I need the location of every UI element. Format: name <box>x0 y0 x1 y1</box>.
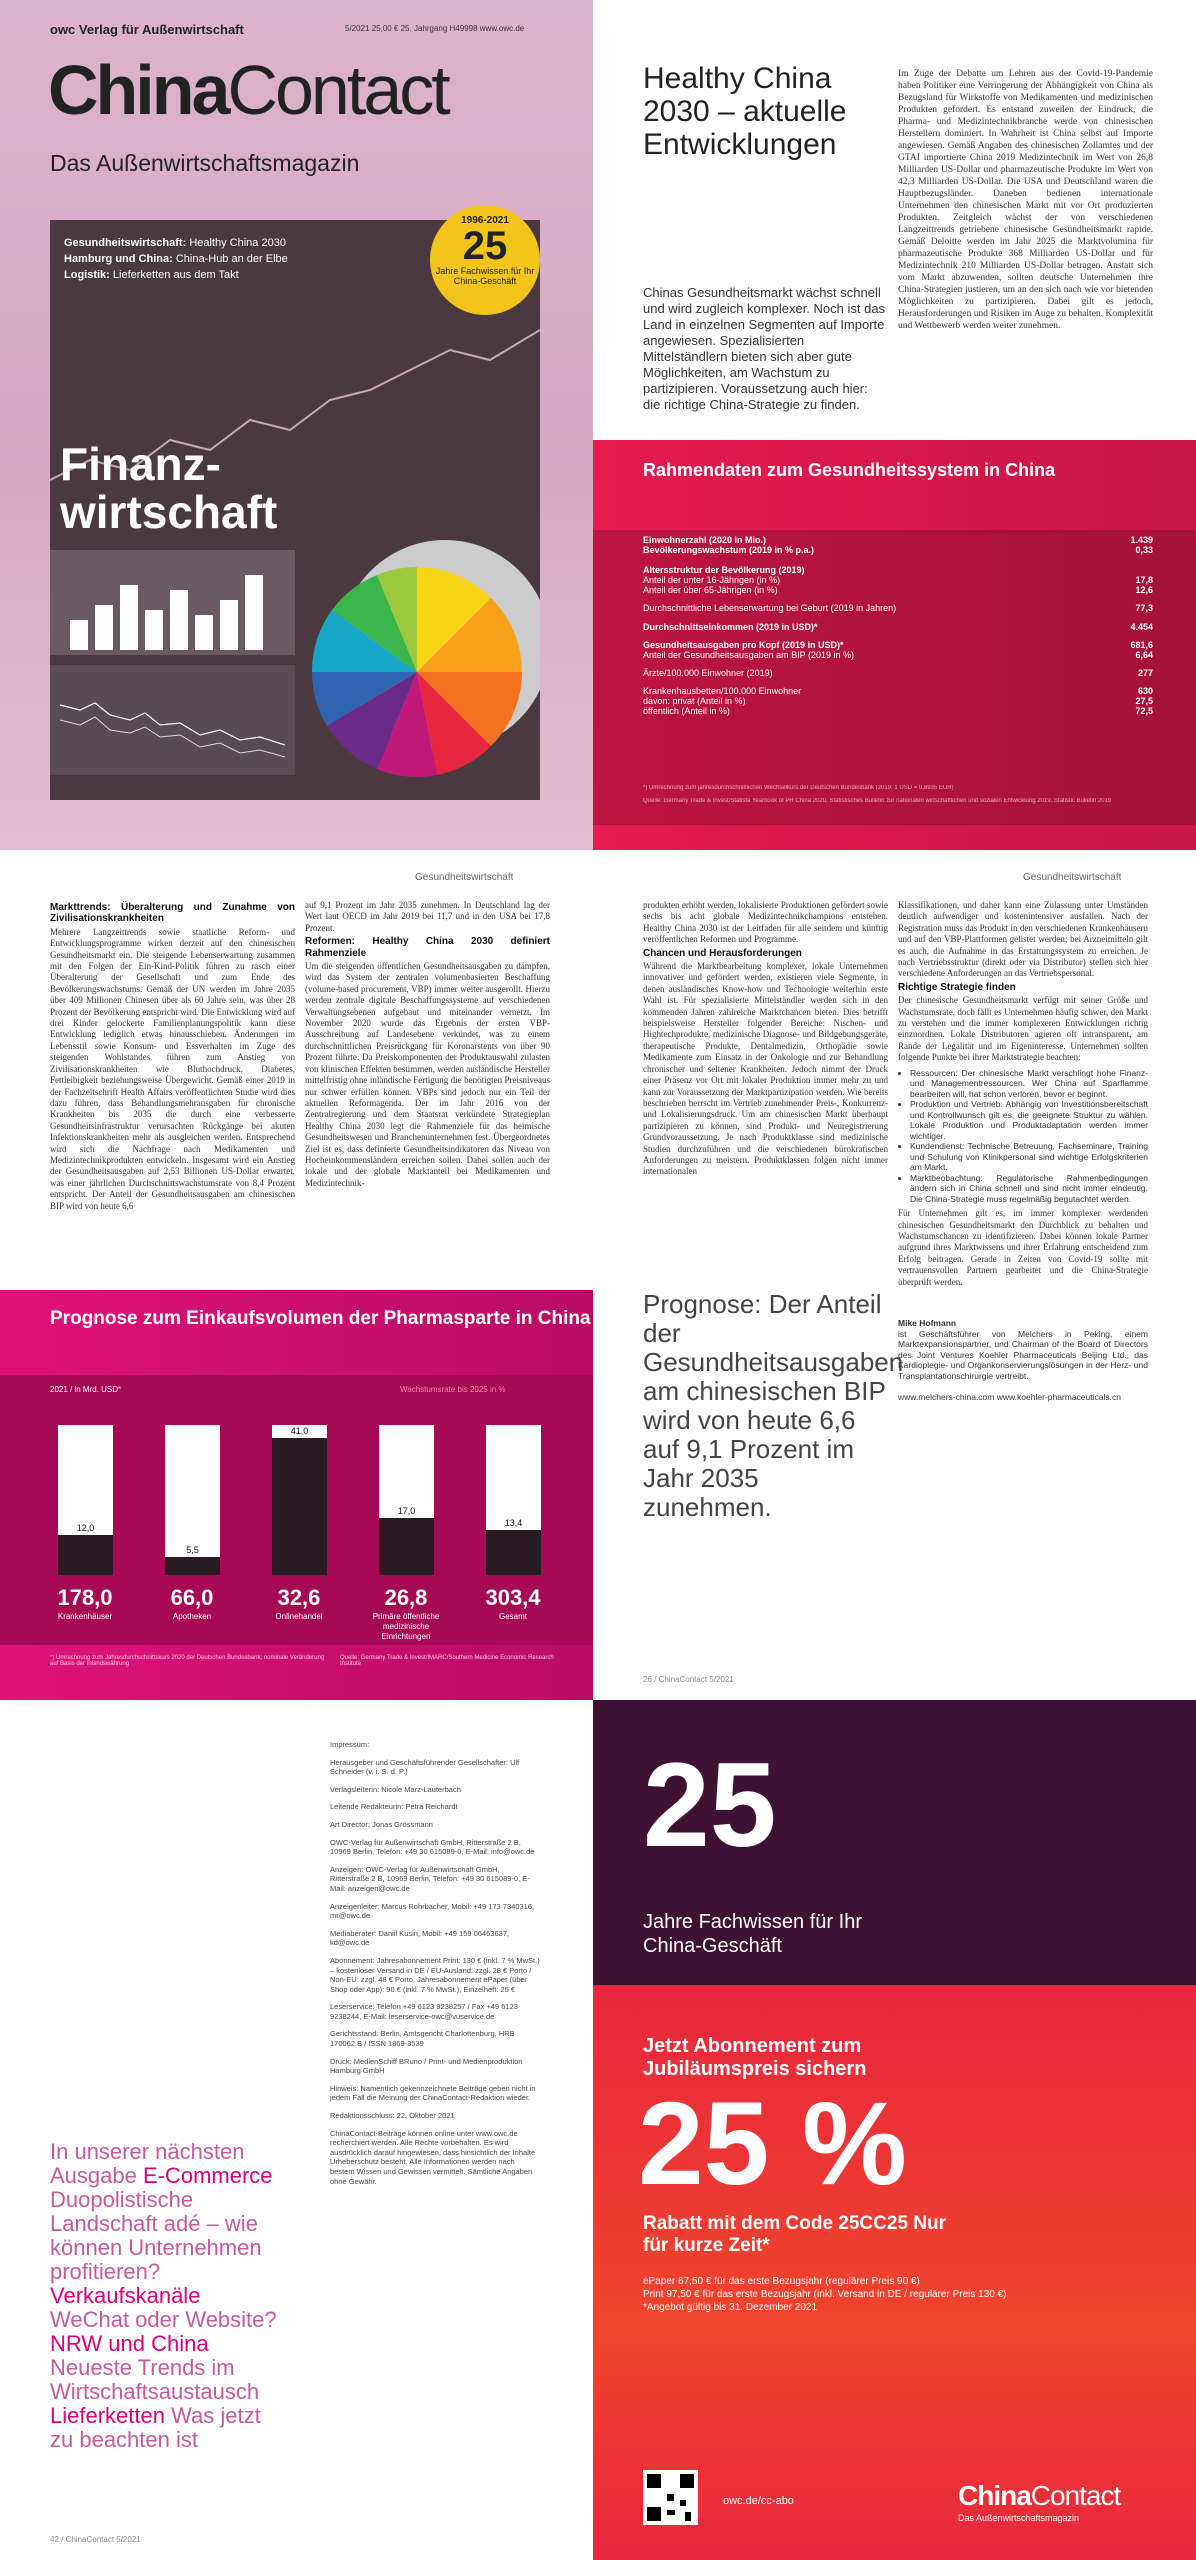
imprint-paragraph: Herausgeber und Geschäftsführender Gesellschafter: Ulf Schneider (v. i. S. d. P.) <box>330 1757 520 1777</box>
chart-note: *) Umrechnung zum Jahresdurchschnittskurs 2020 der Deutschen Bundesbank; nominale Veränderung auf Basis der Inlandswährung <box>50 1655 325 1667</box>
table-row: Anteil der über 65-Jährigen (in %) 12,6 <box>643 585 1153 595</box>
health-data-box <box>593 440 1196 850</box>
chart-total-label: 66,0 <box>170 1585 214 1610</box>
table-row: Anteil der Gesundheitsausgaben am BIP (2019 in %) 6,64 <box>643 650 1153 660</box>
author-box: Mike Hofmann ist Geschäftsführer von Melchers in Peking, einem Marktexpansionspartner, und Chairman of the Board of Directors des Joint Ventures Koehler Pharmaceuticals Beijing Ltd., das Kardioplegie- und Organkonservierungslösungen in der Herz- und Transplantationschirurgie vertreibt. www.melchers-china.com www.koehler-pharmaceuticals.cn <box>898 1318 1148 1402</box>
teaser-segment: E-Commerce <box>142 2163 273 2188</box>
bar-graphic <box>50 550 295 655</box>
chart-bar <box>58 1425 113 1575</box>
strategy-list <box>910 1068 1148 1205</box>
magazine-subtitle: Das Außenwirtschaftsmagazin <box>50 150 360 176</box>
chart-category-label: Onlinehandel <box>275 1612 323 1621</box>
teaser-segment: Verkaufskanäle <box>50 2283 201 2308</box>
article-title: Healthy China 2030 – aktuelle Entwicklungen <box>643 62 847 161</box>
author-links[interactable]: www.melchers-china.com www.koehler-pharmaceuticals.cn <box>898 1391 1121 1402</box>
anniversary-badge: 1996-2021 25 Jahre Fachwissen für Ihr China-Geschäft <box>430 205 540 315</box>
article-lead: Chinas Gesundheitsmarkt wächst schnell und wird zugleich komplexer. Noch ist das Land in einzelnen Segmenten auf Importe angewiesen. Spezialisierten Mittelständlern bieten sich aber gute Möglichkeiten, am Wachstum zu partizipieren. Voraussetzung auch hier: die richtige China-Strategie zu finden. <box>643 285 886 412</box>
subscription-ad <box>593 1700 1196 2560</box>
imprint-paragraph: Art Director: Jonas Grossmann <box>330 1819 433 1829</box>
chart-category-label: Apotheken <box>172 1612 212 1621</box>
imprint-paragraph: Leitende Redakteurin: Petra Reichardt <box>330 1802 458 1812</box>
chart-title: Prognose zum Einkaufsvolumen der Pharmasparte in China <box>50 1308 591 1329</box>
chart-bar-label: 13,4 <box>504 1518 523 1529</box>
teaser-segment: Neueste Trends im Wirtschaftsaustausch <box>50 2355 260 2404</box>
chart-category-label: Gesamt <box>498 1612 527 1621</box>
chart-category-label: Krankenhäuser <box>57 1612 113 1621</box>
issue-meta: 5/2021 25,00 € 25. Jahrgang H49998 www.owc.de <box>345 24 525 33</box>
ad-big-number: 25 <box>643 1738 777 1872</box>
chart-bar-fill <box>272 1438 327 1575</box>
article-page-3 <box>593 850 1196 1700</box>
table-row: Krankenhausbetten/100.000 Einwohner 630 <box>643 686 1153 696</box>
pull-quote: Prognose: Der Anteil der Gesundheitsausgaben am chinesischen BIP wird von heute 6,6 auf 9,1 Prozent im Jahr 2035 zunehmen. <box>643 1289 904 1522</box>
table-row: Gesundheitsausgaben pro Kopf (2019 in USD)* 681,6 <box>643 640 1153 650</box>
imprint-paragraph: Anzeigen: OWC-Verlag für Außenwirtschaft GmbH, Ritterstraße 2 B, 10969 Berlin, Telefon: +49 30 615089-0, E-Mail: anzeigen@owc.de <box>330 1864 530 1893</box>
imprint-paragraph: Gerichtsstand: Berlin, Amtsgericht Charlottenburg, HRB 170062 B / ISSN 1869-3539 <box>330 2029 515 2049</box>
qr-code-icon[interactable] <box>643 2470 698 2525</box>
column-1: Markttrends: Überalterung und Zunahme von Zivilisationskrankheiten Mehrere Langzeittrends sowie staatliche Reform- und Entwicklungsprogramme wirken derzeit auf den chinesischen Gesundheitsmarkt ein. Die steigende Lebenserwartung zusammen mit den Folgen der Ein-Kind-Politik führen zu rasch einer Überalterung der Gesellschaft und zum Ende des Bevölkerungswachstums. Gemäß der UN werden im Jahre 2035 über 409 Millionen Chinesen über als 60 Jahre sein, was über 28 Prozent der Bevölkerung entspricht wird. Die Entwicklung wird auf drei Kinder gelockerte Familienplanungspolitik kann diese Entwicklung lediglich etwas hinausschieben. Änderungen im Lebensstil sowie Konsum- und Essverhalten im Zuge des steigenden Wohlstandes führen zum Anstieg von Zivilisationskrankheiten wie Bluthochdruck, Diabetes, Fettleibigkeit beziehungsweise Übergewicht. Gemäß einer 2019 in der Fachzeitschrift Health Affairs veröffentlichten Studie wird dies dazu führen, dass Behandlungsmehrausgaben für chronische Krankheiten bis 2035 die durch eine verbesserte Gesundheitsinfrastruktur verursachten Rückgänge bei akuten Infektionskrankheiten mehr als ausgleichen werden. Entsprechend wird sich die Nachfrage nach Medikamenten und Medizintechnikprodukten entwickeln. Insgesamt wird ein Anstieg der Gesundheitsausgaben auf 2,53 Billionen US-Dollar erwartet, was einer jährlichen Durchschnittswachstumsrate von 8,4 Prozent entspricht. Der Anteil der Gesundheitsausgaben am chinesischen BIP wird von heute 6,6 <box>50 902 295 1211</box>
chart-total-label: 303,4 <box>485 1585 541 1610</box>
table-row: Anteil der unter 16-Jährigen (in %) 17,8 <box>643 575 1153 585</box>
table-row: Ärzte/100.000 Einwohner (2019) 277 <box>643 668 1153 678</box>
running-head: Gesundheitswirtschaft <box>415 872 514 883</box>
table-row: Durchschnittseinkommen (2019 in USD)* 4.454 <box>643 622 1153 632</box>
chart-bar-label: 5,5 <box>186 1544 199 1555</box>
article-page-1 <box>593 0 1196 850</box>
column-4: Klassifikationen, und daher kann eine Zulassung unter Umständen deutlich aufwendiger und kostenintensiver ausfallen. Nach der Registration muss das Produkt in den verschiedenen Krankenhäusern und auf den VBP-Plattformen gelistet werden; bei Arzneimitteln gilt es auch, die Aufnahme in das Erstattungssystem zu erreichen. Je nach Vertriebsstruktur (direkt oder via Distributor) stellen sich hier verschiedene Anforderungen an das Vertriebspersonal. Richtige Strategie finden Der chinesische Gesundheitsmarkt verfügt mit seiner Größe und Wachstumsrate, doch fällt es Unternehmen häufig schwer, den Markt zu verstehen und die immer komplexeren Entwicklungen richtig einzuordnen. Lokale Distributoren agieren oft intransparent, am Rande der Legalität und im Eigeninteresse. Unternehmen sollten folgende Punkte bei ihrer Marktstrategie beachten: • Ressourcen: Der chinesische Markt verschlingt hohe Finanz- und Managementressourcen. Wer China auf Sparflamme bearbeiten will, hat schon verloren, bevor er beginnt. • Produktion und Vertrieb: Abhängig von Investitionsbereitschaft und Kontrollwunsch gilt es, die geeignete Struktur zu wählen. Lokale Produktion und Produktadaptation werden immer wichtiger. • Kundendienst: Technische Betreuung, Fachseminare, Training und Schulung von Klinikpersonal sind wichtige Erfolgskriterien am Markt. • Marktbeobachtung: Regulatorische Rahmenbedingungen ändern sich in China schnell und sind nicht immer eindeutig. Die China-Strategie muss regelmäßig begutachtet werden. Für Unternehmen gilt es, im immer komplexer werdenden chinesischen Gesundheitsmarkt den Durchblick zu behalten und Wachstumschancen zu identifizieren. Dabei können lokale Partner aufgrund ihres Marktwissens und ihrer Erfahrung entscheidend zum Erfolg beitragen. Gerade in Zeiten von Covid-19 sollte mit vertrauensvollen Partnern gearbeitet und die China-Strategie überprüft werden. Mike Hofmann ist Geschäftsführer von Melchers in Peking, einem Marktexpansionspartner, und Chairman of the Board of Directors des Joint Ventures Koehler Pharmaceuticals Beijing Ltd., das Kardioplegie- und Organkonservierungslösungen in der Herz- und Transplantationschirurgie vertreibt. www.melchers-china.com www.koehler-pharmaceuticals.cn <box>898 900 1148 1402</box>
pie-graphic <box>300 555 535 790</box>
imprint-paragraph: Abonnement: Jahresabonnement Print: 130 € (inkl. 7 % MwSt.) – kostenloser Versand in DE / EU-Ausland: zzgl. 28 € Porto / Non-EU: zzgl. 48 € Porto, Jahresabonnement ePaper (über Shop oder App): 90 € (inkl. 7 % MwSt.), Einzelheft: 25 € <box>330 1955 540 1994</box>
table-row: Bevölkerungswachstum (2019 in % p.a.) 0,33 <box>643 545 1153 555</box>
chart-bar <box>165 1425 220 1575</box>
teaser-segment: In unserer nächsten Ausgabe <box>50 2139 245 2188</box>
stock-graphic <box>50 665 295 775</box>
list-item: • Marktbeobachtung: Regulatorische Rahmenbedingungen ändern sich in China schnell und sind nicht immer eindeutig. Die China-Strategie muss regelmäßig begutachtet werden. <box>910 1173 1148 1205</box>
list-item: • Kundendienst: Technische Betreuung, Fachseminare, Training und Schulung von Klinikpersonal sind wichtige Erfolgskriterien am Markt. <box>910 1141 1148 1173</box>
imprint-paragraph: Impressum: <box>330 1740 370 1749</box>
ad-prices: ePaper 67,50 € für das erste Bezugsjahr (regulärer Preis 90 €) Print 97,50 € für das erste Bezugsjahr (inkl. Versand in DE / regulärer Preis 130 €) *Angebot gültig bis 31. Dezember 2021 <box>643 2276 1007 2313</box>
chart-bar <box>486 1425 541 1575</box>
chart-bar <box>379 1425 434 1575</box>
article-page-2 <box>0 850 593 1700</box>
chart-bar-label: 12,0 <box>76 1523 95 1533</box>
chart-bar-label: 17,0 <box>397 1506 416 1517</box>
imprint <box>330 1740 540 2194</box>
page-footer-left: 42 / ChinaContact 5/2021 <box>50 2535 141 2544</box>
ad-years-text: Jahre Fachwissen für Ihr China-Geschäft <box>643 1911 862 1957</box>
table-row: Einwohnerzahl (2020 in Mio.) 1.439 <box>643 535 1153 545</box>
ad-percent: 25 % <box>638 2078 907 2210</box>
chart-legend: Wachstumsrate bis 2025 in % <box>400 1385 506 1394</box>
table-row: Durchschnittliche Lebenserwartung bei Geburt (2019 in Jahren) 77,3 <box>643 603 1153 613</box>
imprint-paragraph: Mediaberater: Daniil Kusin, Mobil: +49 159 06463637, kd@owc.de <box>330 1928 510 1948</box>
author-name: Mike Hofmann <box>898 1318 957 1329</box>
teaser-segment: WeChat oder Website? <box>50 2307 277 2332</box>
ad-offer-panel <box>593 1985 1196 2560</box>
ad-url[interactable]: owc.de/cc-abo <box>723 2495 794 2507</box>
column-3: produkten erhöht werden, lokalisierte Produktionen gefördert sowie sechs bis acht globale Medizintechnikchampions entstehen. Healthy China 2030 ist der Leitfaden für alle seitdem und künftig veröffentlichen Reformen und Programme. Chancen und Herausforderungen Während die Marktbearbeitung komplexer, lokale Unternehmen innovativer und gefördert werden, existieren viele Segmente, in denen ausländisches Know-how und Technologie weiterhin erste Wahl ist. Für spezialisierte Mittelständler werden sich in den kommenden Jahren zahlreiche Marktchancen bieten. Dies betrifft beispielsweise Hersteller folgender Bereiche: Nischen- und Hightechprodukte, medizinische Diagnose- und Bildgebungsgeräte, therapeutische Produkte, Dentalmedizin, Orthopädie sowie Medikamente zum Einsatz in der Onkologie und zur Behandlung chronischer und seltener Krankheiten. Jedoch nimmt der Druck einer Präsenz vor Ort mit lokaler Produktion immer mehr zu und kann zur Voraussetzung der Marktpartizipation werden. Wie bereits beschrieben herrscht im Vertrieb zunehmender Preis-, Konkurrenz- und Lokalisierungsdruck. Um am chinesischen Markt überhaupt partizipieren zu können, sind Produkt- und Neuregistrierung Grundvoraussetzung. Je nach Produktklasse sind medizinische Studien durchzuführen und die verschiedenen bürokratischen Anforderungen zu meistern. Produktklassen folgen nicht immer internationalen <box>643 900 888 1177</box>
headline-3[interactable]: Logistik: Lieferketten aus dem Takt <box>64 269 239 281</box>
imprint-paragraph: Redaktionsschluss: 22. Oktober 2021 <box>330 2111 455 2121</box>
cover-headlines <box>64 235 288 283</box>
imprint-page <box>0 1700 593 2560</box>
chart-bar-fill <box>165 1557 220 1575</box>
chart-total-label: 178,0 <box>57 1585 113 1610</box>
chart-bar-label: 41,0 <box>290 1426 309 1437</box>
magazine-logo: ChinaContact <box>48 51 448 129</box>
page-footer: 26 / ChinaContact 5/2021 <box>643 1675 734 1684</box>
teaser-segment: Lieferketten <box>50 2403 172 2428</box>
chart-bar-fill <box>58 1535 113 1575</box>
chart-total-label: 32,6 <box>277 1585 321 1610</box>
running-head-right: Gesundheitswirtschaft <box>1023 872 1122 883</box>
list-item: • Ressourcen: Der chinesische Markt verschlingt hohe Finanz- und Managementressourcen. Wer China auf Sparflamme bearbeiten will, hat schon verloren, bevor er beginnt. <box>910 1068 1148 1100</box>
imprint-paragraph: OWC-Verlag für Außenwirtschaft GmbH, Ritterstraße 2 B, 10969 Berlin, Telefon: +49 30 615089-0, E-Mail: info@owc.de <box>330 1837 535 1857</box>
chart-category-label: Primäre öffentliche medizinische Einrichtungen <box>372 1612 440 1641</box>
pharma-chart-box <box>0 1290 593 1700</box>
headline-2[interactable]: Hamburg und China: China-Hub an der Elbe <box>64 253 288 265</box>
chart-unit: 2021 / in Mrd. USD* <box>50 1385 122 1394</box>
table-note: *) Umrechnung zum jahresdurchschnittlichen Wechselkurs der Deutschen Bundesbank (2019: 1 USD = 0,8935 EUR) <box>643 785 954 791</box>
chart-bar-fill <box>486 1530 541 1575</box>
table-row: Altersstruktur der Bevölkerung (2019) <box>643 565 805 575</box>
article-body: Im Zuge der Debatte um Lehren aus der Covid-19-Pandemie haben Politiker eine Verringerung der Abhängigkeit von China als Bezugsland für Wirkstoffe von Medikamenten und medizinischen Produkten gefordert. Es entstand zuweilen der Eindruck, die Pharma- und Medizintechnikbranche werde von chinesischen Herstellern dominiert. In Wahrheit ist China selbst auf Importe angewiesen. Gemäß Angaben des chinesischen Zollamtes und der GTAI importierte China 2019 Medizintechnik im Wert von 26,8 Milliarden US-Dollar und pharmazeutische Produkte im Wert von 42,3 Milliarden US-Dollar. Die USA und Deutschland waren die Hauptbezugsländer. Daneben bedienen internationale Unternehmen den chinesischen Markt mit vor Ort produzierten Produkten. Zeitgleich wächst der von verschiedenen Langzeittrends getriebene chinesische Gesundheitsmarkt rapide. Gemäß Deloitte werden im Jahr 2025 die Marktvolumina für pharmazeutische Produkte 368 Milliarden US-Dollar und für Medizintechnik 210 Milliarden US-Dollar betragen. Anstatt sich vom Markt abzuwenden, sollten deutsche Unternehmen ihre China-Strategien justieren, um an den sich nach wie vor bietenden Möglichkeiten zu partizipieren. Dabei gilt es jedoch, Herausforderungen und Risiken im Auge zu behalten. Komplexität und Wettbewerb werden weiter zunehmen. <box>898 69 1153 331</box>
chart-bar <box>272 1425 327 1575</box>
chart-total-label: 26,8 <box>384 1585 428 1610</box>
cover-page <box>0 0 593 850</box>
list-item: • Produktion und Vertrieb: Abhängig von Investitionsbereitschaft und Kontrollwunsch gilt es, die geeignete Struktur zu wählen. Lokale Produktion und Produktadaptation werden immer wichtiger. <box>910 1099 1148 1141</box>
chart-bar-fill <box>379 1518 434 1575</box>
teaser-segment: NRW und China <box>50 2331 209 2356</box>
teaser-segment: Was jetzt zu beachten ist <box>50 2403 261 2452</box>
ad-logo-sub: Das Außenwirtschaftsmagazin <box>958 2513 1080 2523</box>
table-title: Rahmendaten zum Gesundheitssystem in China <box>643 460 1056 480</box>
column-2: auf 9,1 Prozent im Jahr 2035 zunehmen. In Deutschland lag der Wert laut OECD im Jahr 2019 bei 11,7 und in den USA bei 17,8 Prozent. Reformen: Healthy China 2030 definiert Rahmenziele Um die steigenden öffentlichen Gesundheitsausgaben zu dämpfen, wird das System der zentralen volumenbasierten Beschaffung (volume-based procurement, VBP) immer weiter ausgerollt. Hierzu werden zentrale digitale Beschaffungssysteme auf verschiedenen Verwaltungsebenen aufgebaut und miteinander vernetzt. Im November 2020 wurde das Ergebnis der ersten VBP-Ausschreibung auf Landesebene verkündet, was zu einem durchschnittlichen Preisrückgang für Koronarstents von über 90 Prozent führte. Da Preiskomponenten der Produktauswahl zulasten von klinischen Effekten bestimmen, werden ausländische Hersteller mittelfristig ohne inländische Fertigung die benötigten Preisniveaus nur schwer erfüllen können. VBPs sind jedoch nur ein Teil der aktuellen Reformagenda. Der im Jahr 2016 von der Zentralregierung und dem Staatsrat verkündete Strategieplan Healthy China 2030 legt die Rahmenziele für das heimische Gesundheitswesen und Branchenunternehmen fest. Übergeordnetes Ziel ist es, dass definierte Gesundheitsindikatoren das Niveau von Hocheinkommensländern erreichen sollen. Dabei sollen auch der lokale und der globale Marktanteil bei Medikamenten und Medizintechnik- <box>305 900 550 1188</box>
table-row: öffentlich (Anteil in %) 72,5 <box>643 706 1153 716</box>
imprint-paragraph: Leserservice: Telefon +49 6123 9238257 / Fax +49 6123 9238244, E-Mail: leserservice-owc@vuservice.de <box>330 2002 518 2021</box>
imprint-paragraph: Hinweis: Namentlich gekennzeichnete Beiträge geben nicht in jedem Fall die Meinung der ChinaContact-Redaktion wieder. <box>330 2083 536 2103</box>
headline-1[interactable]: Gesundheitswirtschaft: Healthy China 2030 <box>64 237 286 249</box>
next-issue-teaser <box>50 2140 285 2452</box>
imprint-paragraph: ChinaContact-Beiträge können online unter www.owc.de recherchiert werden. Alle Rechte vorbehalten. Es wird ausdrücklich darauf hingewiesen, dass hinsichtlich der Inhalte Urheberschutz besteht. Alle Informationen werden nach bestem Wissen und Gewissen vermittelt. Sämtliche Angaben ohne Gewähr. <box>330 2128 536 2186</box>
table-source: Quelle: Germany Trade & Invest/Statista Yearbook of PR China 2020, Statistisches Bulletin zur nationalen wirtschaftlichen und sozialen Entwicklung 2019, Statistic Bulletin 2019 <box>643 798 1112 804</box>
imprint-paragraph: Anzeigenleiter: Marcus Rohrbacher, Mobil: +49 173 7340316, mr@owc.de <box>330 1901 535 1921</box>
ad-headline: Jetzt Abonnement zum Jubiläumspreis sichern <box>643 2035 867 2080</box>
ad-code: Rabatt mit dem Code 25CC25 Nur für kurze Zeit* <box>643 2213 947 2256</box>
publisher: owc Verlag für Außenwirtschaft <box>50 22 244 37</box>
imprint-paragraph: Druck: MedienSchiff BRuno / Print- und Medienproduktion Hamburg GmbH <box>330 2056 523 2076</box>
imprint-paragraph: Verlagsleiterin: Nicole Marz-Lauterbach <box>330 1784 461 1794</box>
chart-source: Quelle: Germany Trade & Invest/IMARC/Southern Medicine Economic Research Institute <box>340 1655 554 1667</box>
teaser-segment: Duopolistische Landschaft adé – wie können Unternehmen profitieren? <box>50 2187 262 2284</box>
cover-title: Finanz- wirtschaft <box>60 438 278 538</box>
ad-logo: ChinaContact <box>958 2480 1121 2511</box>
table-row: davon: privat (Anteil in %) 27,5 <box>643 696 1153 706</box>
